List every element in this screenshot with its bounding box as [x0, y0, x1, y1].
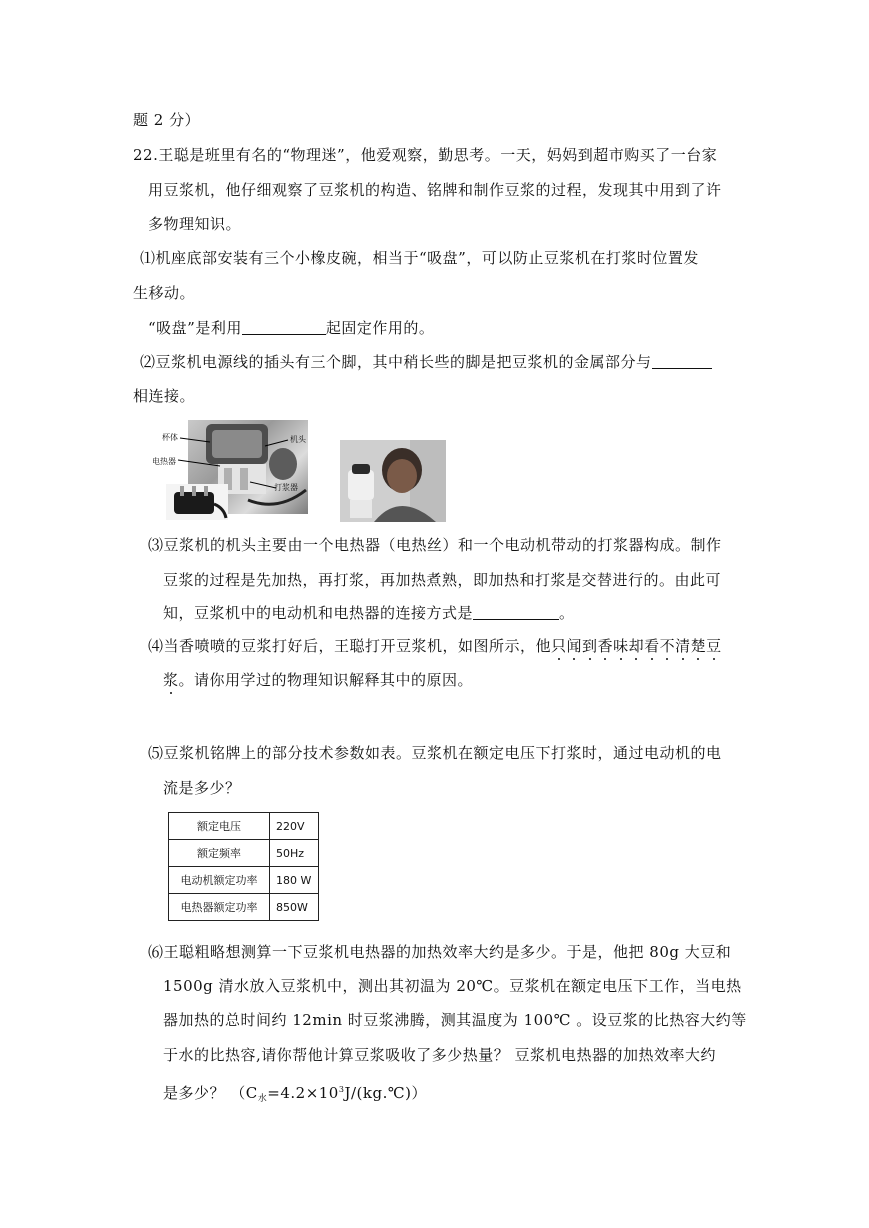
question-22-intro: 22.王聪是班里有名的“物理迷”，他爱观察，勤思考。一天，妈妈到超市购买了一台家	[133, 146, 718, 164]
boy-looking-photo	[340, 440, 446, 522]
text-fragment: 。请你用学过的物理知识解释其中的原因。	[178, 671, 474, 689]
text-line: 流是多少？	[163, 779, 241, 797]
emphasized-char: 到	[582, 637, 598, 655]
text-fragment: 起固定作用的。	[325, 319, 435, 337]
answer-blank[interactable]	[473, 603, 559, 620]
text-line: 1500g 清水放入豆浆机中，测出其初温为 20℃。豆浆机在额定电压下工作，当电热	[163, 977, 742, 995]
sub-question-3: ⑶豆浆机的机头主要由一个电热器（电热丝）和一个电动机带动的打浆器构成。制作	[148, 536, 722, 554]
emphasized-char: 香	[597, 637, 614, 655]
label-head: 机头	[290, 435, 306, 444]
text-fragment: ⑷当香喷喷的豆浆打好后，王聪打开豆浆机，如图所示，他	[148, 637, 552, 655]
table-row	[169, 813, 319, 840]
text-line: 多物理知识。	[148, 215, 242, 233]
emphasized-char: 不	[659, 637, 676, 655]
text-fragment: ⑵豆浆机电源线的插头有三个脚，其中稍长些的脚是把豆浆机的金属部分与	[140, 353, 652, 371]
text-line: 题 2 分）	[133, 111, 201, 129]
emphasized-text: 浆	[163, 671, 179, 689]
superscript: 3	[338, 1085, 345, 1094]
emphasized-char: 清	[675, 637, 691, 655]
spec-name: 额定电压	[169, 813, 270, 840]
table-row	[169, 867, 319, 894]
table-row	[169, 840, 319, 867]
text-fragment: 。	[559, 604, 575, 622]
text-fragment: J/(kg.℃)）	[344, 1084, 427, 1102]
label-heater: 电热器	[152, 457, 176, 466]
text-line	[163, 603, 575, 623]
text-line: 器加热的总时间约 12min 时豆浆沸腾，测其温度为 100℃ 。设豆浆的比热容大约等	[163, 1011, 747, 1029]
text-fragment: =4.2×10	[267, 1084, 339, 1102]
spec-table	[168, 812, 319, 921]
answer-blank[interactable]	[652, 352, 712, 369]
emphasized-char: 却	[628, 637, 645, 655]
spec-value: 220V	[270, 813, 319, 840]
sub-question-5: ⑸豆浆机铭牌上的部分技术参数如表。豆浆机在额定电压下打浆时，通过电动机的电	[148, 744, 722, 762]
table-row	[169, 894, 319, 921]
label-cup: 杯体	[162, 433, 178, 442]
emphasized-char: 只	[551, 637, 567, 655]
spec-name: 额定频率	[169, 840, 270, 867]
emphasized-char: 楚	[690, 637, 707, 655]
text-line: 相连接。	[133, 387, 196, 405]
text-line: 豆浆的过程是先加热，再打浆，再加热煮熟，即加热和打浆是交替进行的。由此可	[163, 571, 722, 589]
formula-line	[163, 1080, 427, 1109]
soymilk-machine-figure	[150, 416, 310, 522]
spec-value: 50Hz	[270, 840, 319, 867]
emphasized-char: 闻	[566, 637, 583, 655]
text-line	[148, 318, 434, 338]
spec-value: 180 W	[270, 867, 319, 894]
text-line	[163, 670, 473, 690]
emphasized-text	[551, 637, 722, 655]
spec-name: 电热器额定功率	[169, 894, 270, 921]
subscript: 水	[257, 1094, 268, 1104]
sub-question-6: ⑹王聪粗略想测算一下豆浆机电热器的加热效率大约是多少。于是，他把 80g 大豆和	[148, 943, 732, 961]
sub-question-1: ⑴机座底部安装有三个小橡皮碗，相当于“吸盘”，可以防止豆浆机在打浆时位置发	[140, 249, 699, 267]
label-beater: 打浆器	[274, 483, 298, 492]
text-line: 生移动。	[133, 284, 196, 302]
emphasized-char: 味	[613, 637, 629, 655]
text-line: 用豆浆机，他仔细观察了豆浆机的构造、铭牌和制作豆浆的过程，发现其中用到了许	[148, 181, 722, 199]
answer-blank[interactable]	[242, 318, 326, 335]
text-fragment: 知，豆浆机中的电动机和电热器的连接方式是	[163, 604, 474, 622]
text-line: 于水的比热容,请你帮他计算豆浆吸收了多少热量？ 豆浆机电热器的加热效率大约	[163, 1046, 717, 1064]
spec-value: 850W	[270, 894, 319, 921]
sub-question-4	[148, 636, 722, 656]
emphasized-char: 豆	[706, 637, 722, 655]
text-fragment: “吸盘”是利用	[148, 319, 242, 337]
sub-question-2	[140, 352, 712, 372]
spec-name: 电动机额定功率	[169, 867, 270, 894]
text-fragment: 是多少？ （C	[163, 1084, 258, 1102]
emphasized-char: 看	[644, 637, 660, 655]
